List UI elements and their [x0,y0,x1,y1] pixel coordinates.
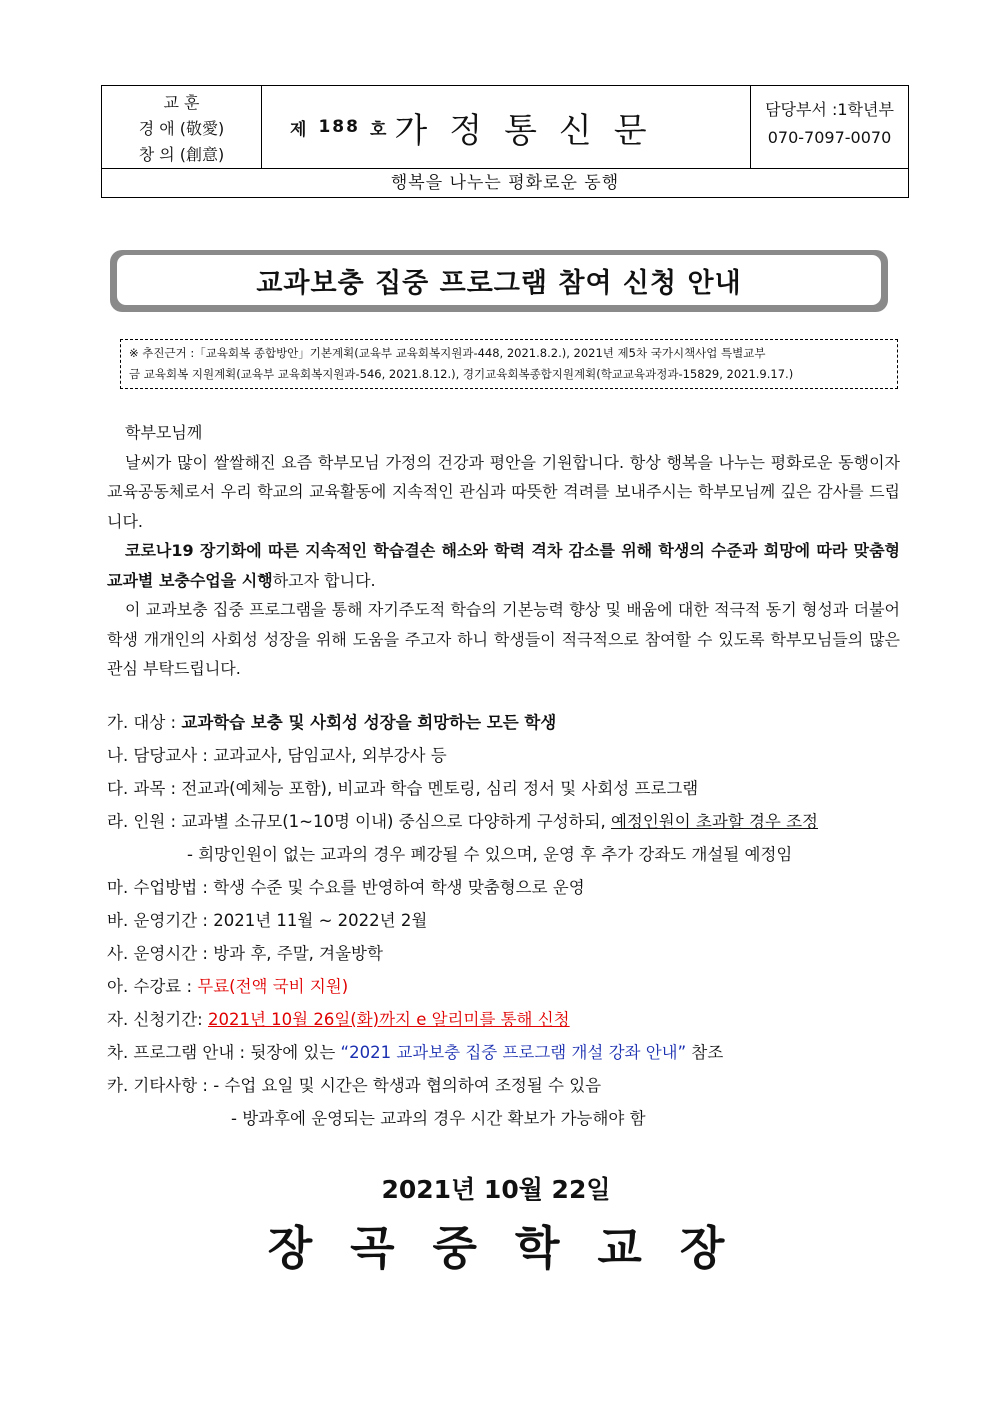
department-info [750,86,908,168]
item-target [107,706,907,739]
motto-label: 교 훈 [163,93,200,112]
newsletter-title: 가정통신문 [394,110,669,151]
item-other-note [107,1102,907,1135]
item-application-label: 자. 신청기간: [107,1010,208,1029]
issue-prefix: 제 [290,119,309,140]
item-fee-label: 아. 수강료 : [107,977,198,996]
paragraph-2-bold: 코로나19 장기화에 따른 지속적인 학습결손 해소와 학력 격차 감소를 위해 학생의 수준과 희망에 따라 맞춤형 교과별 보충수업을 시행 [107,541,900,590]
item-fee [107,970,907,1003]
issue-date: 2021년 10월 22일 [381,1175,611,1204]
item-guide-value: “2021 교과보충 집중 프로그램 개설 강좌 안내” [340,1043,687,1062]
motto-line-1: 경 애 (敬愛) [138,119,225,138]
issue-number: 188 [318,117,360,137]
paragraph-2 [107,536,900,595]
item-program-guide [107,1036,907,1069]
issue-title-cell [262,86,750,168]
item-headcount-underlined: 예정인원이 초과할 경우 조정 [610,812,818,831]
school-motto [102,86,262,168]
item-application-value: 2021년 10월 26일(화)까지 e 알리미를 통해 신청 [208,1010,570,1029]
issue-suffix: 호 [369,119,389,140]
header-top-row [102,86,908,169]
paragraph-3: 이 교과보충 집중 프로그램을 통해 자기주도적 학습의 기본능력 향상 및 배움에 대한 적극적 동기 형성과 더불어 학생 개개인의 사회성 성장을 위해 도움을 주고자 하니 학생들이 적극적으로 참여할 수 있도록 학부모님들의 많은 관심 부탁드립니다. [107,600,900,678]
basis-line-1: ※ 추진근거 :「교육회복 종합방안」기본계획(교육부 교육회복지원과-448, 2021.8.2.), 2021년 제5차 국가시책사업 특별교부 [129,346,766,360]
item-subjects: 다. 과목 : 전교과(예체능 포함), 비교과 학습 멘토링, 심리 정서 및 사회성 프로그램 [107,779,699,798]
department: 담당부서 :1학년부 [765,100,894,119]
item-headcount-label: 라. 인원 : 교과별 소규모(1~10명 이내) 중심으로 다양하게 구성하되, [107,812,611,831]
item-target-label: 가. 대상 : [107,713,182,732]
item-application [107,1003,907,1036]
basis-note [120,339,898,389]
headcount-note-text: - 희망인원이 없는 교과의 경우 폐강될 수 있으며, 운영 후 추가 강좌도 개설될 예정임 [187,845,793,864]
newsletter-header [101,85,909,198]
letter-body [107,418,900,684]
item-time: 사. 운영시간 : 방과 후, 주말, 겨울방학 [107,944,383,963]
other-note-text: - 방과후에 운영되는 교과의 경우 시간 확보가 가능해야 함 [231,1109,646,1128]
paragraph-2-rest: 하고자 합니다. [272,570,376,590]
school-principal: 장곡중학교장 [267,1221,763,1275]
item-target-value: 교과학습 보충 및 사회성 성장을 희망하는 모든 학생 [181,713,557,732]
item-guide-label: 차. 프로그램 안내 : 뒷장에 있는 [107,1043,341,1062]
motto-line-2: 창 의 (創意) [138,145,225,164]
document-title: 교과보충 집중 프로그램 참여 신청 안내 [117,255,881,305]
details-list [107,706,907,1135]
item-headcount [107,805,907,838]
item-headcount-note [107,838,907,871]
item-other: 카. 기타사항 : - 수업 요일 및 시간은 학생과 협의하여 조정될 수 있음 [107,1076,602,1095]
phone-number: 070-7097-0070 [767,128,892,147]
paragraph-1: 날씨가 많이 쌀쌀해진 요즘 학부모님 가정의 건강과 평안을 기원합니다. 항상 행복을 나누는 평화로운 동행이자 교육공동체로서 우리 학교의 교육활동에 지속적인 관심과 따뜻한 격려를 보내주시는 학부모님께 깊은 감사를 드립니다. [107,452,900,531]
item-method: 마. 수업방법 : 학생 수준 및 수요를 반영하여 학생 맞춤형으로 운영 [107,878,585,897]
title-banner [110,250,888,312]
item-period: 바. 운영기간 : 2021년 11월 ~ 2022년 2월 [107,911,428,930]
basis-line-2: 금 교육회복 지원계획(교육부 교육회복지원과-546, 2021.8.12.), 경기교육회복종합지원계획(학교교육과정과-15829, 2021.9.17.) [129,367,794,381]
salutation: 학부모님께 [125,423,203,442]
school-slogan: 행복을 나누는 평화로운 동행 [390,173,620,193]
item-teachers: 나. 담당교사 : 교과교사, 담임교사, 외부강사 등 [107,746,447,765]
item-guide-rest: 참조 [686,1043,724,1062]
item-fee-value: 무료(전액 국비 지원) [197,977,349,996]
